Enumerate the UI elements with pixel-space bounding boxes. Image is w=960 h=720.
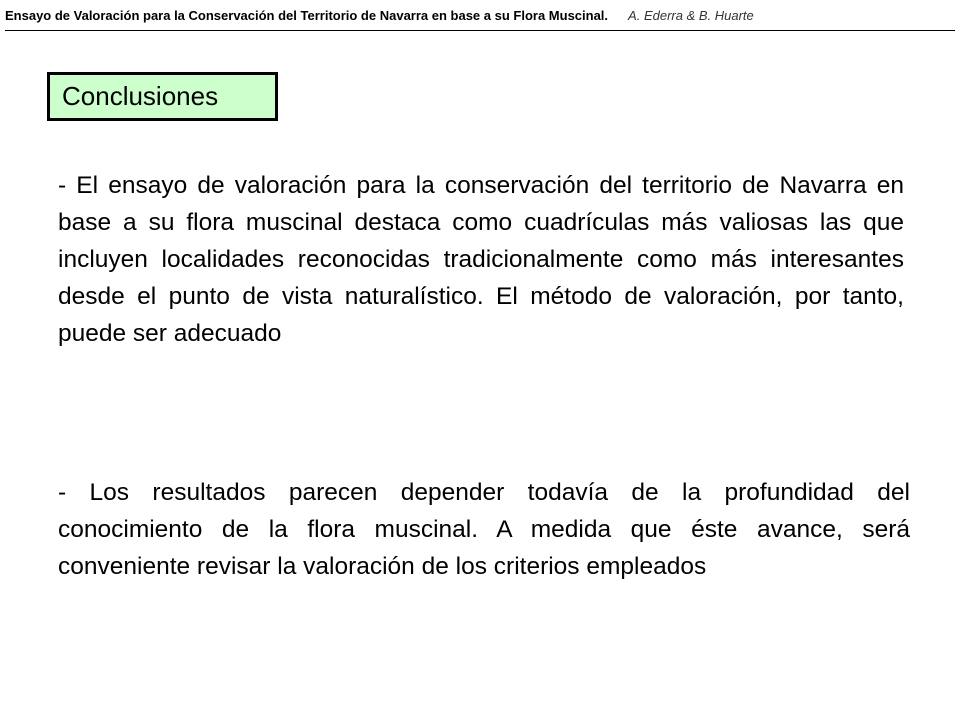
- section-title-box: [47, 72, 278, 121]
- header-bar: [5, 0, 955, 31]
- section-title: Conclusiones: [62, 81, 219, 111]
- header-authors: A. Ederra & B. Huarte: [628, 7, 754, 23]
- header-title: Ensayo de Valoración para la Conservación del Territorio de Navarra en base a su Flora Muscinal.: [5, 7, 609, 23]
- conclusion-paragraph-2: - Los resultados parecen depender todavía de la profundidad del conocimiento de la flora muscinal. A medida que éste avance, será conveniente revisar la valoración de los criterios empleados: [58, 479, 910, 580]
- conclusion-paragraph-1: - El ensayo de valoración para la conservación del territorio de Navarra en base a su flora muscinal destaca como cuadrículas más valiosas las que incluyen localidades reconocidas tradicionalmente como más interesantes desde el punto de vista naturalístico. El método de valoración, por tanto, puede ser adecuado: [58, 172, 904, 347]
